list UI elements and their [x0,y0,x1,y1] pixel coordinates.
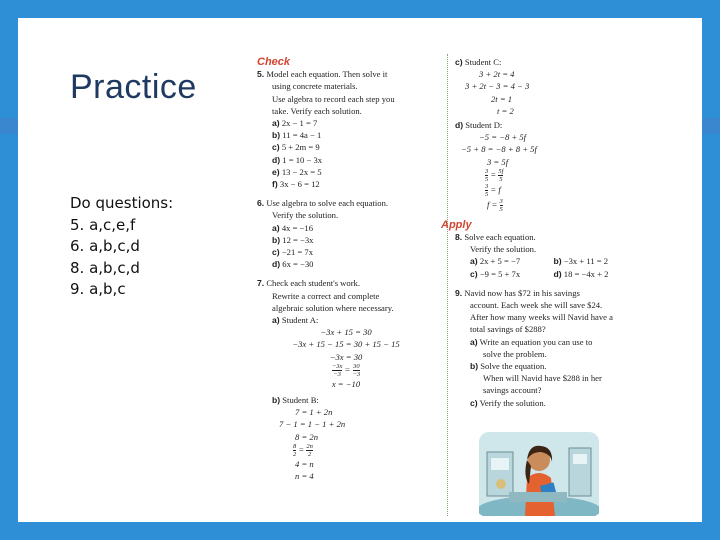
list-item: c) Verify the solution. [470,397,546,408]
slide [18,18,702,522]
equation-step: −3x = 30 [329,351,363,362]
body-line: 9. a,b,c [70,280,126,298]
body-line: 6. a,b,c,d [70,237,140,255]
equation-fraction-step: $\frac{-3x}{-3}$ = $\frac{30}{-3}$ [331,362,361,378]
equation-fraction-step: $\frac{8}{2}$ = $\frac{2n}{2}$ [293,442,313,458]
question-text: solve the problem. [483,348,547,359]
list-item: d) 18 = −4x + 2 [553,268,609,279]
list-item: a) 2x − 1 = 7 [272,118,318,129]
column-divider [447,54,448,516]
list-item: c) −9 = 5 + 7x [470,268,521,279]
list-row [455,268,637,280]
atm-illustration [479,432,599,516]
body-line: Do questions: [70,194,174,212]
list-item: f) 3x − 6 = 12 [272,179,320,190]
apply-heading: Apply [441,218,472,231]
equation-step: 8 = 2n [295,431,318,442]
student-d-label: d) Student D: [455,120,503,131]
equation-step: −3x + 15 = 30 [320,327,372,338]
question-text: account. Each week she will save $24. [470,300,603,311]
question-text: Verify the solution. [470,244,537,255]
list-item: b) 11 = 4a − 1 [272,130,322,141]
student-b-label: b) Student B: [272,395,319,406]
list-item: b) Solve the equation. [470,361,547,372]
equation-step: 7 = 1 + 2n [295,407,333,418]
question-text: Rewrite a correct and complete [272,290,380,301]
student-c-label: c) Student C: [455,57,502,67]
question-text: Use algebra to record each step you [272,93,395,104]
question-text: total savings of $288? [470,324,546,335]
equation-step: 3 + 2t = 4 [479,69,515,80]
equation-step: 3 + 2t − 3 = 4 − 3 [465,81,530,92]
question-text: When will Navid have $288 in her [483,373,602,384]
list-item: a) Write an equation you can use to [470,336,593,347]
textbook-left-column [257,56,435,482]
equation-step: −5 + 8 = −8 + 8 + 5f [461,144,537,155]
equation-step: 2t = 1 [491,93,513,104]
equation-fraction-step: $\frac{3}{5}$ = $\frac{5f}{5}$ [485,167,504,183]
list-item: d) 6x = −30 [272,259,314,270]
list-item: c) −21 = 7x [272,247,313,258]
equation-step: t = 2 [497,105,514,116]
slide-body [70,193,173,301]
question-9: 9. Navid now has $72 in his savings [455,287,580,298]
equation-step: x = −10 [331,378,361,389]
question-text: After how many weeks will Navid have a [470,312,613,323]
equation-step: −3x + 15 − 15 = 30 + 15 − 15 [292,339,400,350]
question-text: take. Verify each solution. [272,105,362,116]
question-text: using concrete materials. [272,81,358,92]
student-a-label: a) Student A: [272,315,319,326]
list-item: b) −3x + 11 = 2 [553,256,609,267]
question-text: algebraic solution where necessary. [272,302,394,313]
slide-title: Practice [70,68,197,106]
equation-step: −5 = −8 + 5f [479,132,527,143]
equation-step: 3 = 5f [487,156,509,167]
textbook-right-column [441,56,637,409]
question-text: Verify the solution. [272,210,339,221]
question-6: 6. Use algebra to solve each equation. [257,198,389,209]
equation-step: 7 − 1 = 1 − 1 + 2n [279,419,346,430]
check-heading: Check [257,56,291,68]
body-line: 8. a,b,c,d [70,258,140,277]
equation-fraction-step: $\frac{3}{5}$ = f [485,182,501,198]
list-item: c) 5 + 2m = 9 [272,142,320,153]
body-line: 5. a,c,e,f [70,215,136,234]
list-item: d) 1 = 10 − 3x [272,154,323,165]
equation-step: 4 = n [295,458,314,469]
question-5: 5. Model each equation. Then solve it [257,69,388,80]
question-7: 7. Check each student's work. [257,278,360,289]
list-item: e) 13 − 2x = 5 [272,166,322,177]
list-item: a) 2x + 5 = −7 [470,256,521,267]
list-item: b) 12 = −3x [272,234,314,245]
question-8: 8. Solve each equation. [455,232,536,243]
textbook-page [251,36,643,522]
question-text: savings account? [483,385,542,396]
equation-fraction-step: f = $\frac{3}{5}$ [487,197,503,213]
list-row [455,255,637,267]
equation-step: n = 4 [295,471,314,482]
list-item: a) 4x = −16 [272,222,313,233]
